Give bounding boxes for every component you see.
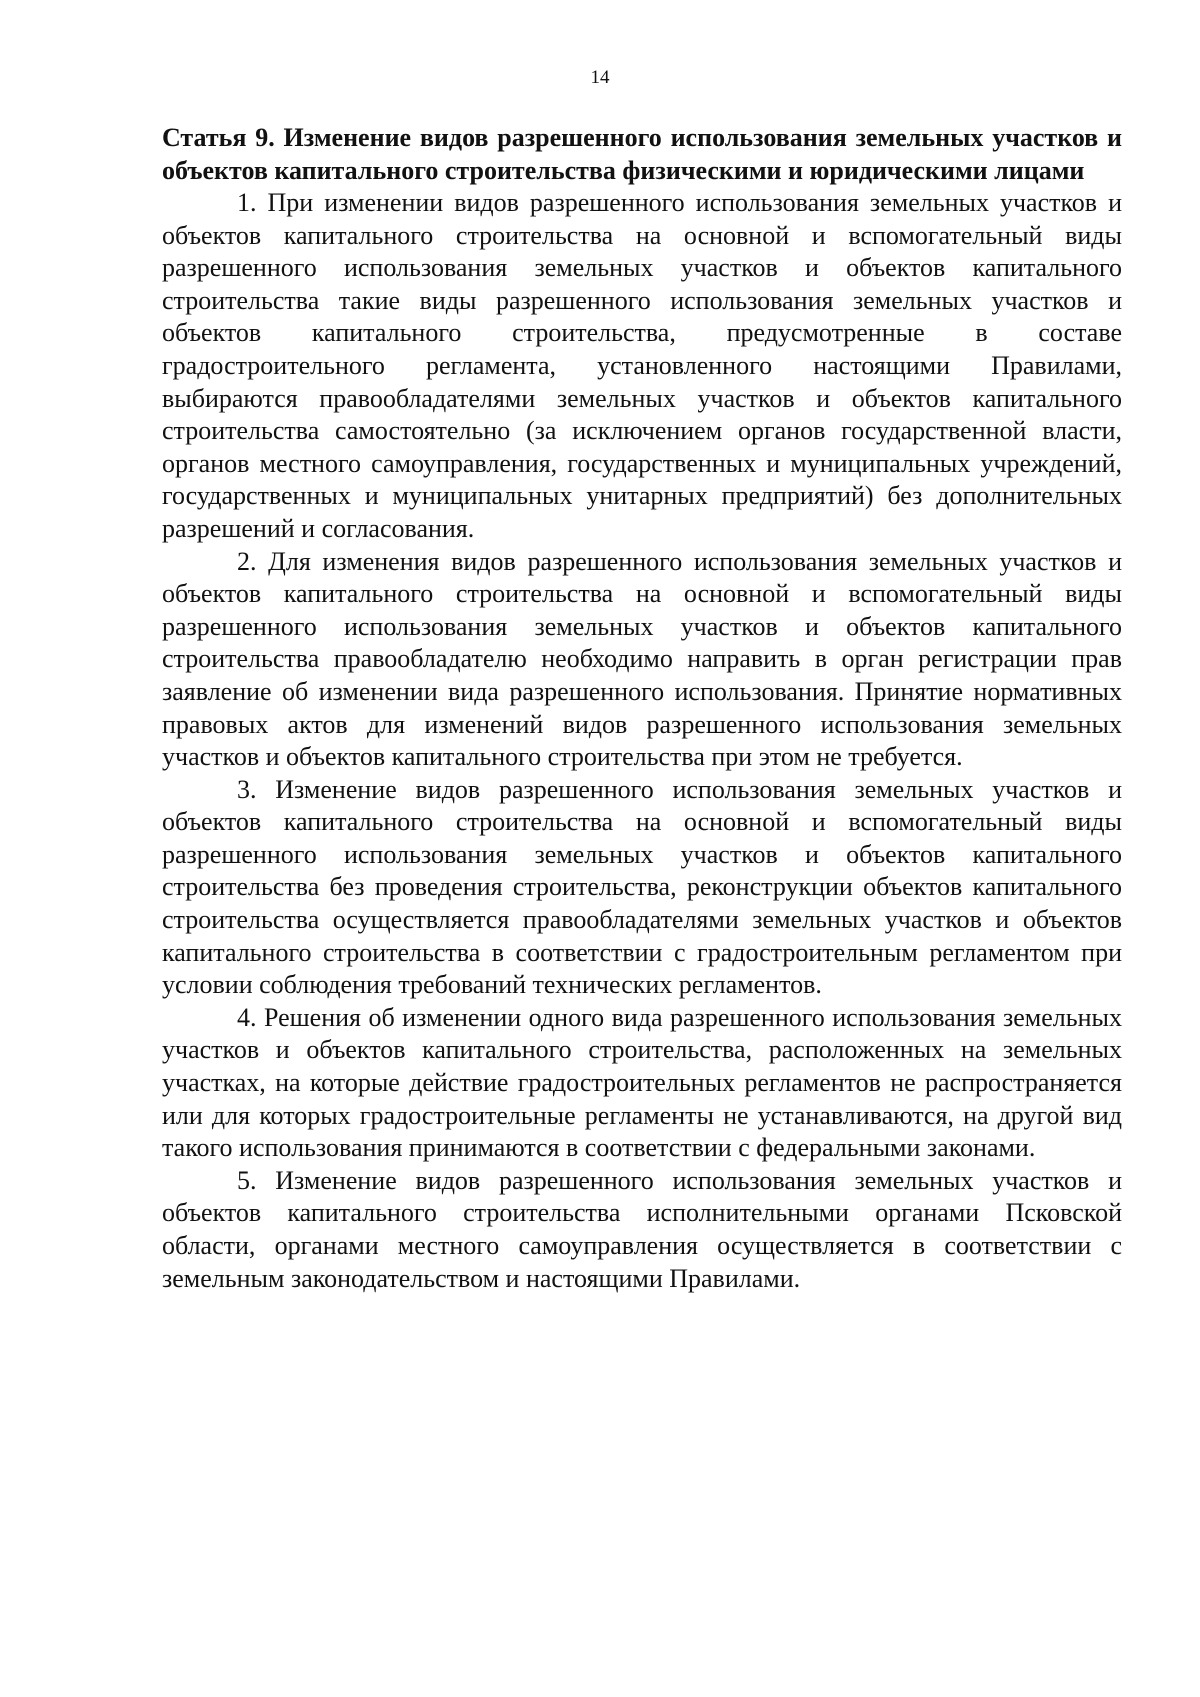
- paragraph-1: 1. При изменении видов разрешенного использования земельных участков и объектов капитального строительства на основной и вспомогательный виды разрешенного использования земельных участков и объектов капитального строительства такие виды разрешенного использования земельных участков и объектов капитального строительства, предусмотренные в составе градостроительного регламента, установленного настоящими Правилами, выбираются правообладателями земельных участков и объектов капитального строительства самостоятельно (за исключением органов государственной власти, органов местного самоуправления, государственных и муниципальных учреждений, государственных и муниципальных унитарных предприятий) без дополнительных разрешений и согласования.: [162, 188, 1122, 543]
- page-number: 14: [590, 67, 610, 88]
- paragraph-4: 4. Решения об изменении одного вида разрешенного использования земельных участков и объектов капитального строительства, расположенных на земельных участках, на которые действие градостроительных регламентов не распространяется или для которых градостроительные регламенты не устанавливаются, на другой вид такого использования принимаются в соответствии с федеральными законами.: [162, 1002, 1122, 1163]
- article-title: Статья 9. Изменение видов разрешенного использования земельных участков и объектов капитального строительства физическими и юридическими лицами: [162, 123, 1122, 185]
- document-body: [162, 122, 1122, 1295]
- paragraph-3: 3. Изменение видов разрешенного использования земельных участков и объектов капитального строительства на основной и вспомогательный виды разрешенного использования земельных участков и объектов капитального строительства без проведения строительства, реконструкции объектов капитального строительства осуществляется правообладателями земельных участков и объектов капитального строительства в соответствии с градостроительным регламентом при условии соблюдения требований технических регламентов.: [162, 774, 1122, 1000]
- paragraph-2: 2. Для изменения видов разрешенного использования земельных участков и объектов капитального строительства на основной и вспомогательный виды разрешенного использования земельных участков и объектов капитального строительства правообладателю необходимо направить в орган регистрации прав заявление об изменении вида разрешенного использования. Принятие нормативных правовых актов для изменений видов разрешенного использования земельных участков и объектов капитального строительства при этом не требуется.: [162, 546, 1122, 772]
- paragraph-5: 5. Изменение видов разрешенного использования земельных участков и объектов капитального строительства исполнительными органами Псковской области, органами местного самоуправления осуществляется в соответствии с земельным законодательством и настоящими Правилами.: [162, 1165, 1122, 1293]
